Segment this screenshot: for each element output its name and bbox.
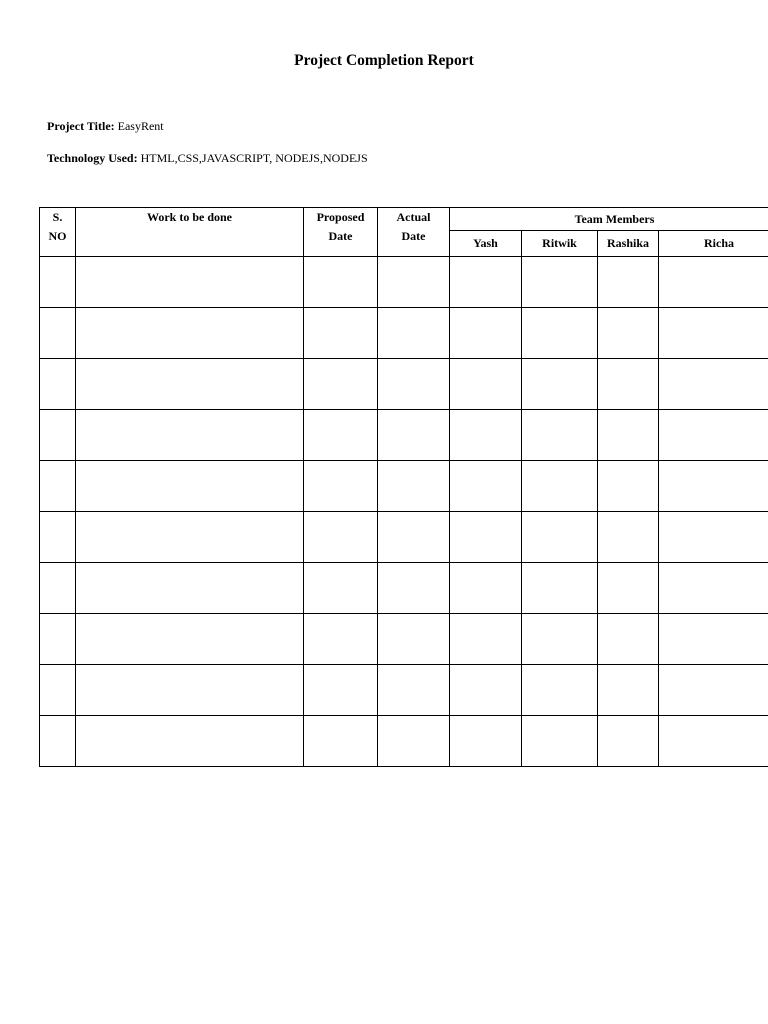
richa-cell[interactable] [659, 716, 768, 767]
yash-cell[interactable] [450, 359, 522, 410]
table-row [40, 359, 768, 410]
technology-label: Technology Used: [47, 151, 138, 165]
proposed-date-cell[interactable] [304, 308, 378, 359]
actual-date-cell[interactable] [378, 359, 450, 410]
table-row [40, 308, 768, 359]
rashika-cell[interactable] [598, 614, 659, 665]
proposed-date-cell[interactable] [304, 716, 378, 767]
yash-cell[interactable] [450, 665, 522, 716]
ritwik-cell[interactable] [522, 410, 598, 461]
yash-cell[interactable] [450, 257, 522, 308]
yash-cell[interactable] [450, 308, 522, 359]
ritwik-cell[interactable] [522, 614, 598, 665]
yash-cell[interactable] [450, 563, 522, 614]
rashika-cell[interactable] [598, 461, 659, 512]
team-members-header: Team Members [450, 208, 768, 231]
proposed-date-cell[interactable] [304, 359, 378, 410]
sno-cell[interactable] [40, 308, 76, 359]
sno-cell[interactable] [40, 512, 76, 563]
yash-cell[interactable] [450, 461, 522, 512]
richa-cell[interactable] [659, 461, 768, 512]
work-header: Work to be done [76, 208, 304, 257]
work-cell[interactable] [76, 563, 304, 614]
richa-cell[interactable] [659, 665, 768, 716]
work-cell[interactable] [76, 614, 304, 665]
richa-cell[interactable] [659, 410, 768, 461]
proposed-date-cell[interactable] [304, 257, 378, 308]
ritwik-cell[interactable] [522, 257, 598, 308]
ritwik-cell[interactable] [522, 308, 598, 359]
sno-cell[interactable] [40, 410, 76, 461]
table-row [40, 461, 768, 512]
report-table [39, 207, 768, 767]
yash-cell[interactable] [450, 614, 522, 665]
header-row-1 [40, 208, 768, 231]
sno-cell[interactable] [40, 563, 76, 614]
richa-cell[interactable] [659, 359, 768, 410]
actual-date-cell[interactable] [378, 461, 450, 512]
report-table-body [40, 257, 768, 767]
yash-cell[interactable] [450, 410, 522, 461]
proposed-date-cell[interactable] [304, 461, 378, 512]
actual-date-header: Actual Date [378, 208, 450, 257]
yash-cell[interactable] [450, 716, 522, 767]
actual-date-cell[interactable] [378, 308, 450, 359]
actual-date-cell[interactable] [378, 716, 450, 767]
work-cell[interactable] [76, 410, 304, 461]
richa-cell[interactable] [659, 308, 768, 359]
yash-cell[interactable] [450, 512, 522, 563]
work-cell[interactable] [76, 257, 304, 308]
proposed-date-cell[interactable] [304, 614, 378, 665]
richa-cell[interactable] [659, 257, 768, 308]
rashika-cell[interactable] [598, 410, 659, 461]
actual-date-cell[interactable] [378, 512, 450, 563]
page-title: Project Completion Report [294, 52, 474, 69]
sno-cell[interactable] [40, 461, 76, 512]
ritwik-cell[interactable] [522, 512, 598, 563]
work-cell[interactable] [76, 461, 304, 512]
member-header-rashika: Rashika [598, 231, 659, 257]
sno-cell[interactable] [40, 614, 76, 665]
ritwik-cell[interactable] [522, 359, 598, 410]
technology-line [47, 151, 368, 166]
proposed-date-header: Proposed Date [304, 208, 378, 257]
work-cell[interactable] [76, 359, 304, 410]
project-title-value: EasyRent [117, 119, 164, 133]
technology-value: HTML,CSS,JAVASCRIPT, NODEJS,NODEJS [140, 151, 368, 165]
actual-date-cell[interactable] [378, 410, 450, 461]
work-cell[interactable] [76, 665, 304, 716]
ritwik-cell[interactable] [522, 665, 598, 716]
sno-cell[interactable] [40, 359, 76, 410]
sno-cell[interactable] [40, 716, 76, 767]
proposed-date-cell[interactable] [304, 512, 378, 563]
richa-cell[interactable] [659, 512, 768, 563]
table-row [40, 716, 768, 767]
proposed-date-cell[interactable] [304, 410, 378, 461]
work-cell[interactable] [76, 308, 304, 359]
member-header-yash: Yash [450, 231, 522, 257]
proposed-date-cell[interactable] [304, 563, 378, 614]
member-header-ritwik: Ritwik [522, 231, 598, 257]
ritwik-cell[interactable] [522, 716, 598, 767]
table-row [40, 512, 768, 563]
richa-cell[interactable] [659, 614, 768, 665]
project-title-label: Project Title: [47, 119, 115, 133]
rashika-cell[interactable] [598, 512, 659, 563]
work-cell[interactable] [76, 716, 304, 767]
actual-date-cell[interactable] [378, 614, 450, 665]
rashika-cell[interactable] [598, 563, 659, 614]
rashika-cell[interactable] [598, 308, 659, 359]
ritwik-cell[interactable] [522, 563, 598, 614]
sno-cell[interactable] [40, 257, 76, 308]
rashika-cell[interactable] [598, 665, 659, 716]
sno-header: S. NO [40, 208, 76, 257]
proposed-date-cell[interactable] [304, 665, 378, 716]
actual-date-cell[interactable] [378, 563, 450, 614]
table-row [40, 410, 768, 461]
work-cell[interactable] [76, 512, 304, 563]
ritwik-cell[interactable] [522, 461, 598, 512]
rashika-cell[interactable] [598, 257, 659, 308]
table-row [40, 563, 768, 614]
table-row [40, 665, 768, 716]
project-title-line [47, 119, 164, 134]
rashika-cell[interactable] [598, 716, 659, 767]
actual-date-cell[interactable] [378, 665, 450, 716]
table-row [40, 257, 768, 308]
member-header-richa: Richa [659, 231, 768, 257]
actual-date-cell[interactable] [378, 257, 450, 308]
table-row [40, 614, 768, 665]
rashika-cell[interactable] [598, 359, 659, 410]
sno-cell[interactable] [40, 665, 76, 716]
richa-cell[interactable] [659, 563, 768, 614]
